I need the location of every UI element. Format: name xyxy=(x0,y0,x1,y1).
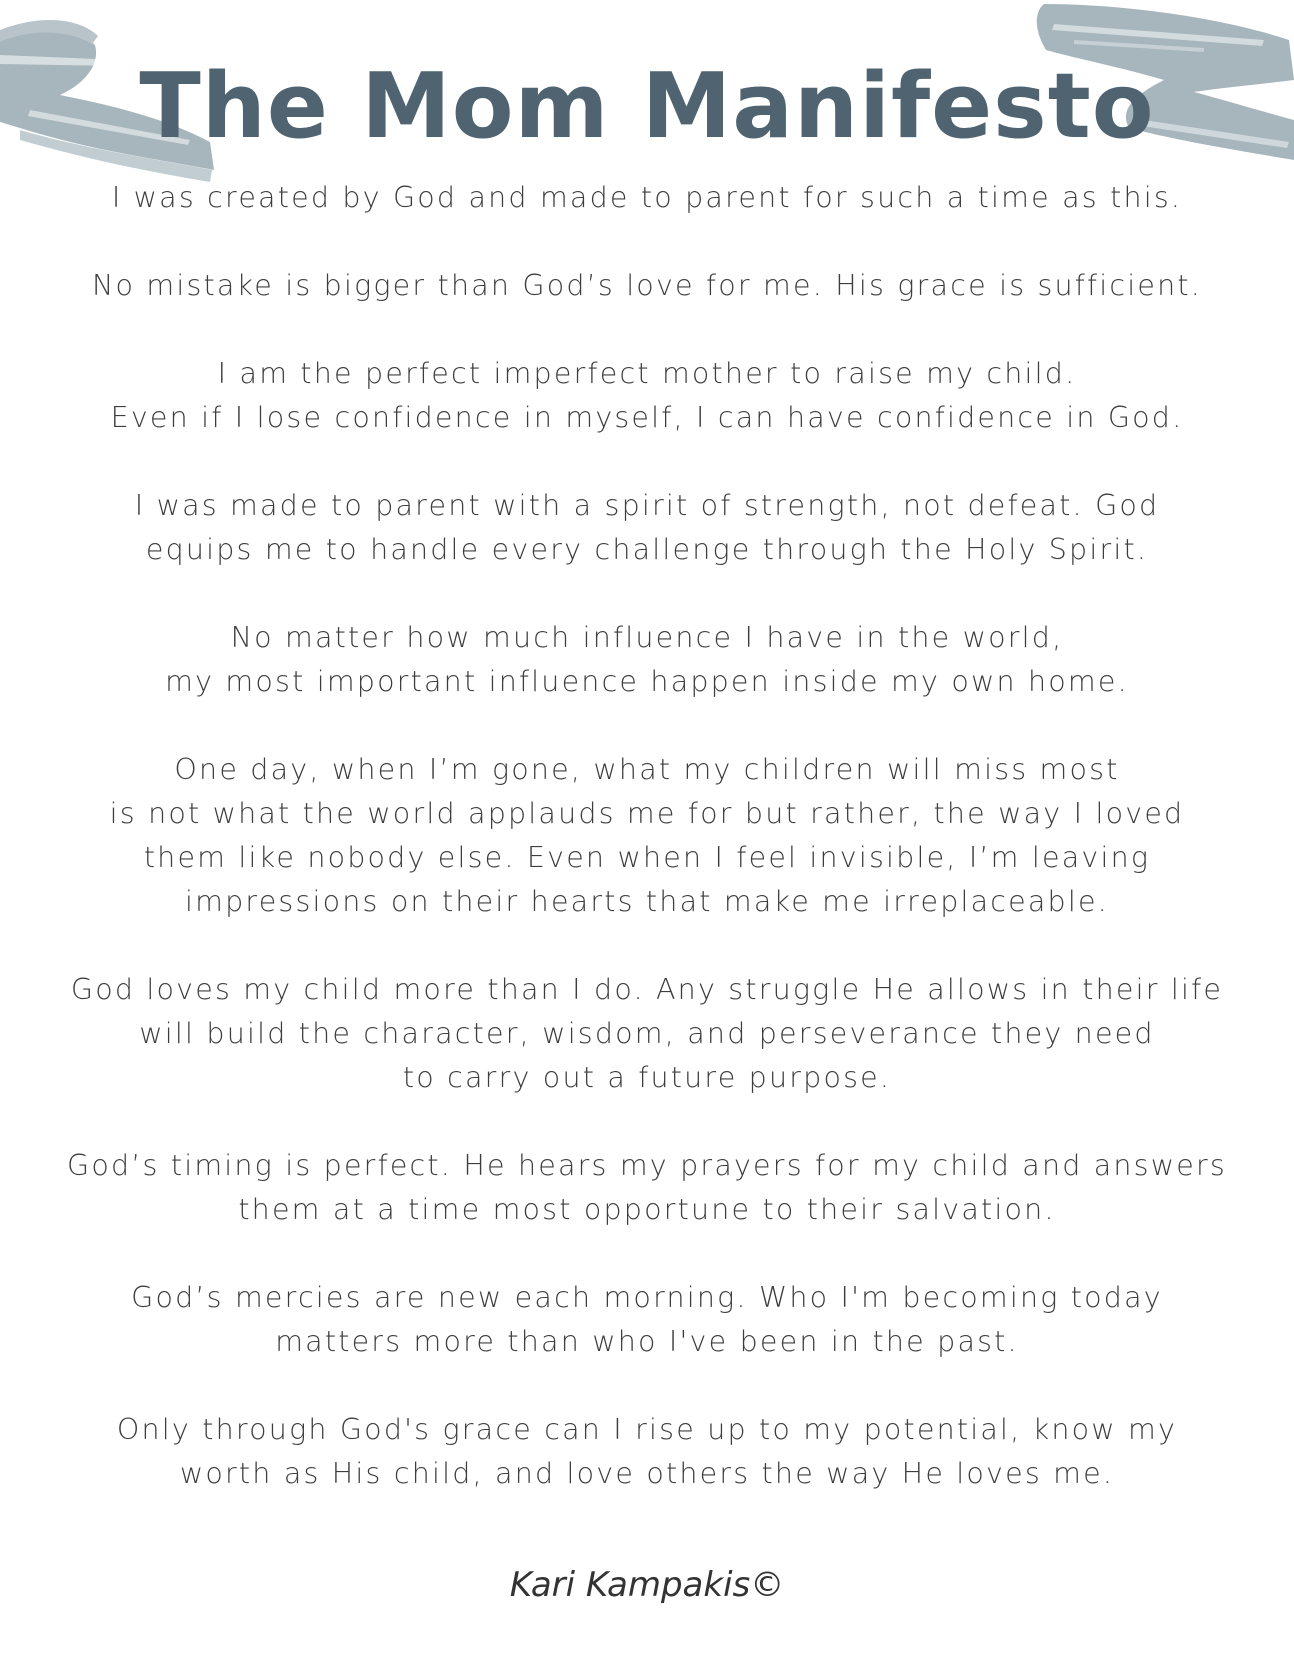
manifesto-line: equips me to handle every challenge through the Holy Spirit. xyxy=(145,533,1149,566)
manifesto-line: impressions on their hearts that make me irreplaceable. xyxy=(185,885,1109,918)
manifesto-line: them at a time most opportune to their salvation. xyxy=(238,1193,1056,1226)
manifesto-paragraph xyxy=(40,352,1254,440)
manifesto-paragraph xyxy=(40,1408,1254,1496)
manifesto-line: worth as His child, and love others the way He loves me. xyxy=(179,1457,1115,1490)
manifesto-line: One day, when I’m gone, what my children will miss most xyxy=(174,753,1120,786)
manifesto-line: I was created by God and made to parent for such a time as this. xyxy=(111,181,1183,214)
manifesto-line: God loves my child more than I do. Any struggle He allows in their life xyxy=(70,973,1224,1006)
manifesto-paragraph xyxy=(40,484,1254,572)
manifesto-line: Even if I lose confidence in myself, I can have confidence in God. xyxy=(110,401,1184,434)
manifesto-line: God’s timing is perfect. He hears my prayers for my child and answers xyxy=(67,1149,1227,1182)
manifesto-line: I am the perfect imperfect mother to raise my child. xyxy=(217,357,1077,390)
manifesto-line: I was made to parent with a spirit of strength, not defeat. God xyxy=(134,489,1160,522)
manifesto-paragraph xyxy=(40,616,1254,704)
manifesto-line: matters more than who I've been in the past. xyxy=(275,1325,1019,1358)
manifesto-paragraph xyxy=(40,748,1254,924)
manifesto-line: will build the character, wisdom, and perseverance they need xyxy=(139,1017,1155,1050)
author-signature: Kari Kampakis© xyxy=(509,1565,785,1605)
manifesto-line: is not what the world applauds me for but rather, the way I loved xyxy=(109,797,1185,830)
page-title: The Mom Manifesto xyxy=(139,54,1155,159)
manifesto-body xyxy=(40,176,1254,1540)
manifesto-line: to carry out a future purpose. xyxy=(402,1061,892,1094)
manifesto-paragraph xyxy=(40,264,1254,308)
manifesto-line: No matter how much influence I have in the world, xyxy=(230,621,1064,654)
manifesto-line: God’s mercies are new each morning. Who I'm becoming today xyxy=(131,1281,1163,1314)
manifesto-paragraph xyxy=(40,1144,1254,1232)
manifesto-paragraph xyxy=(40,176,1254,220)
manifesto-paragraph xyxy=(40,968,1254,1100)
manifesto-line: my most important influence happen inside my own home. xyxy=(165,665,1129,698)
manifesto-paragraph xyxy=(40,1276,1254,1364)
manifesto-line: No mistake is bigger than God’s love for me. His grace is sufficient. xyxy=(91,269,1203,302)
manifesto-line: them like nobody else. Even when I feel invisible, I’m leaving xyxy=(143,841,1151,874)
manifesto-line: Only through God's grace can I rise up to my potential, know my xyxy=(116,1413,1178,1446)
